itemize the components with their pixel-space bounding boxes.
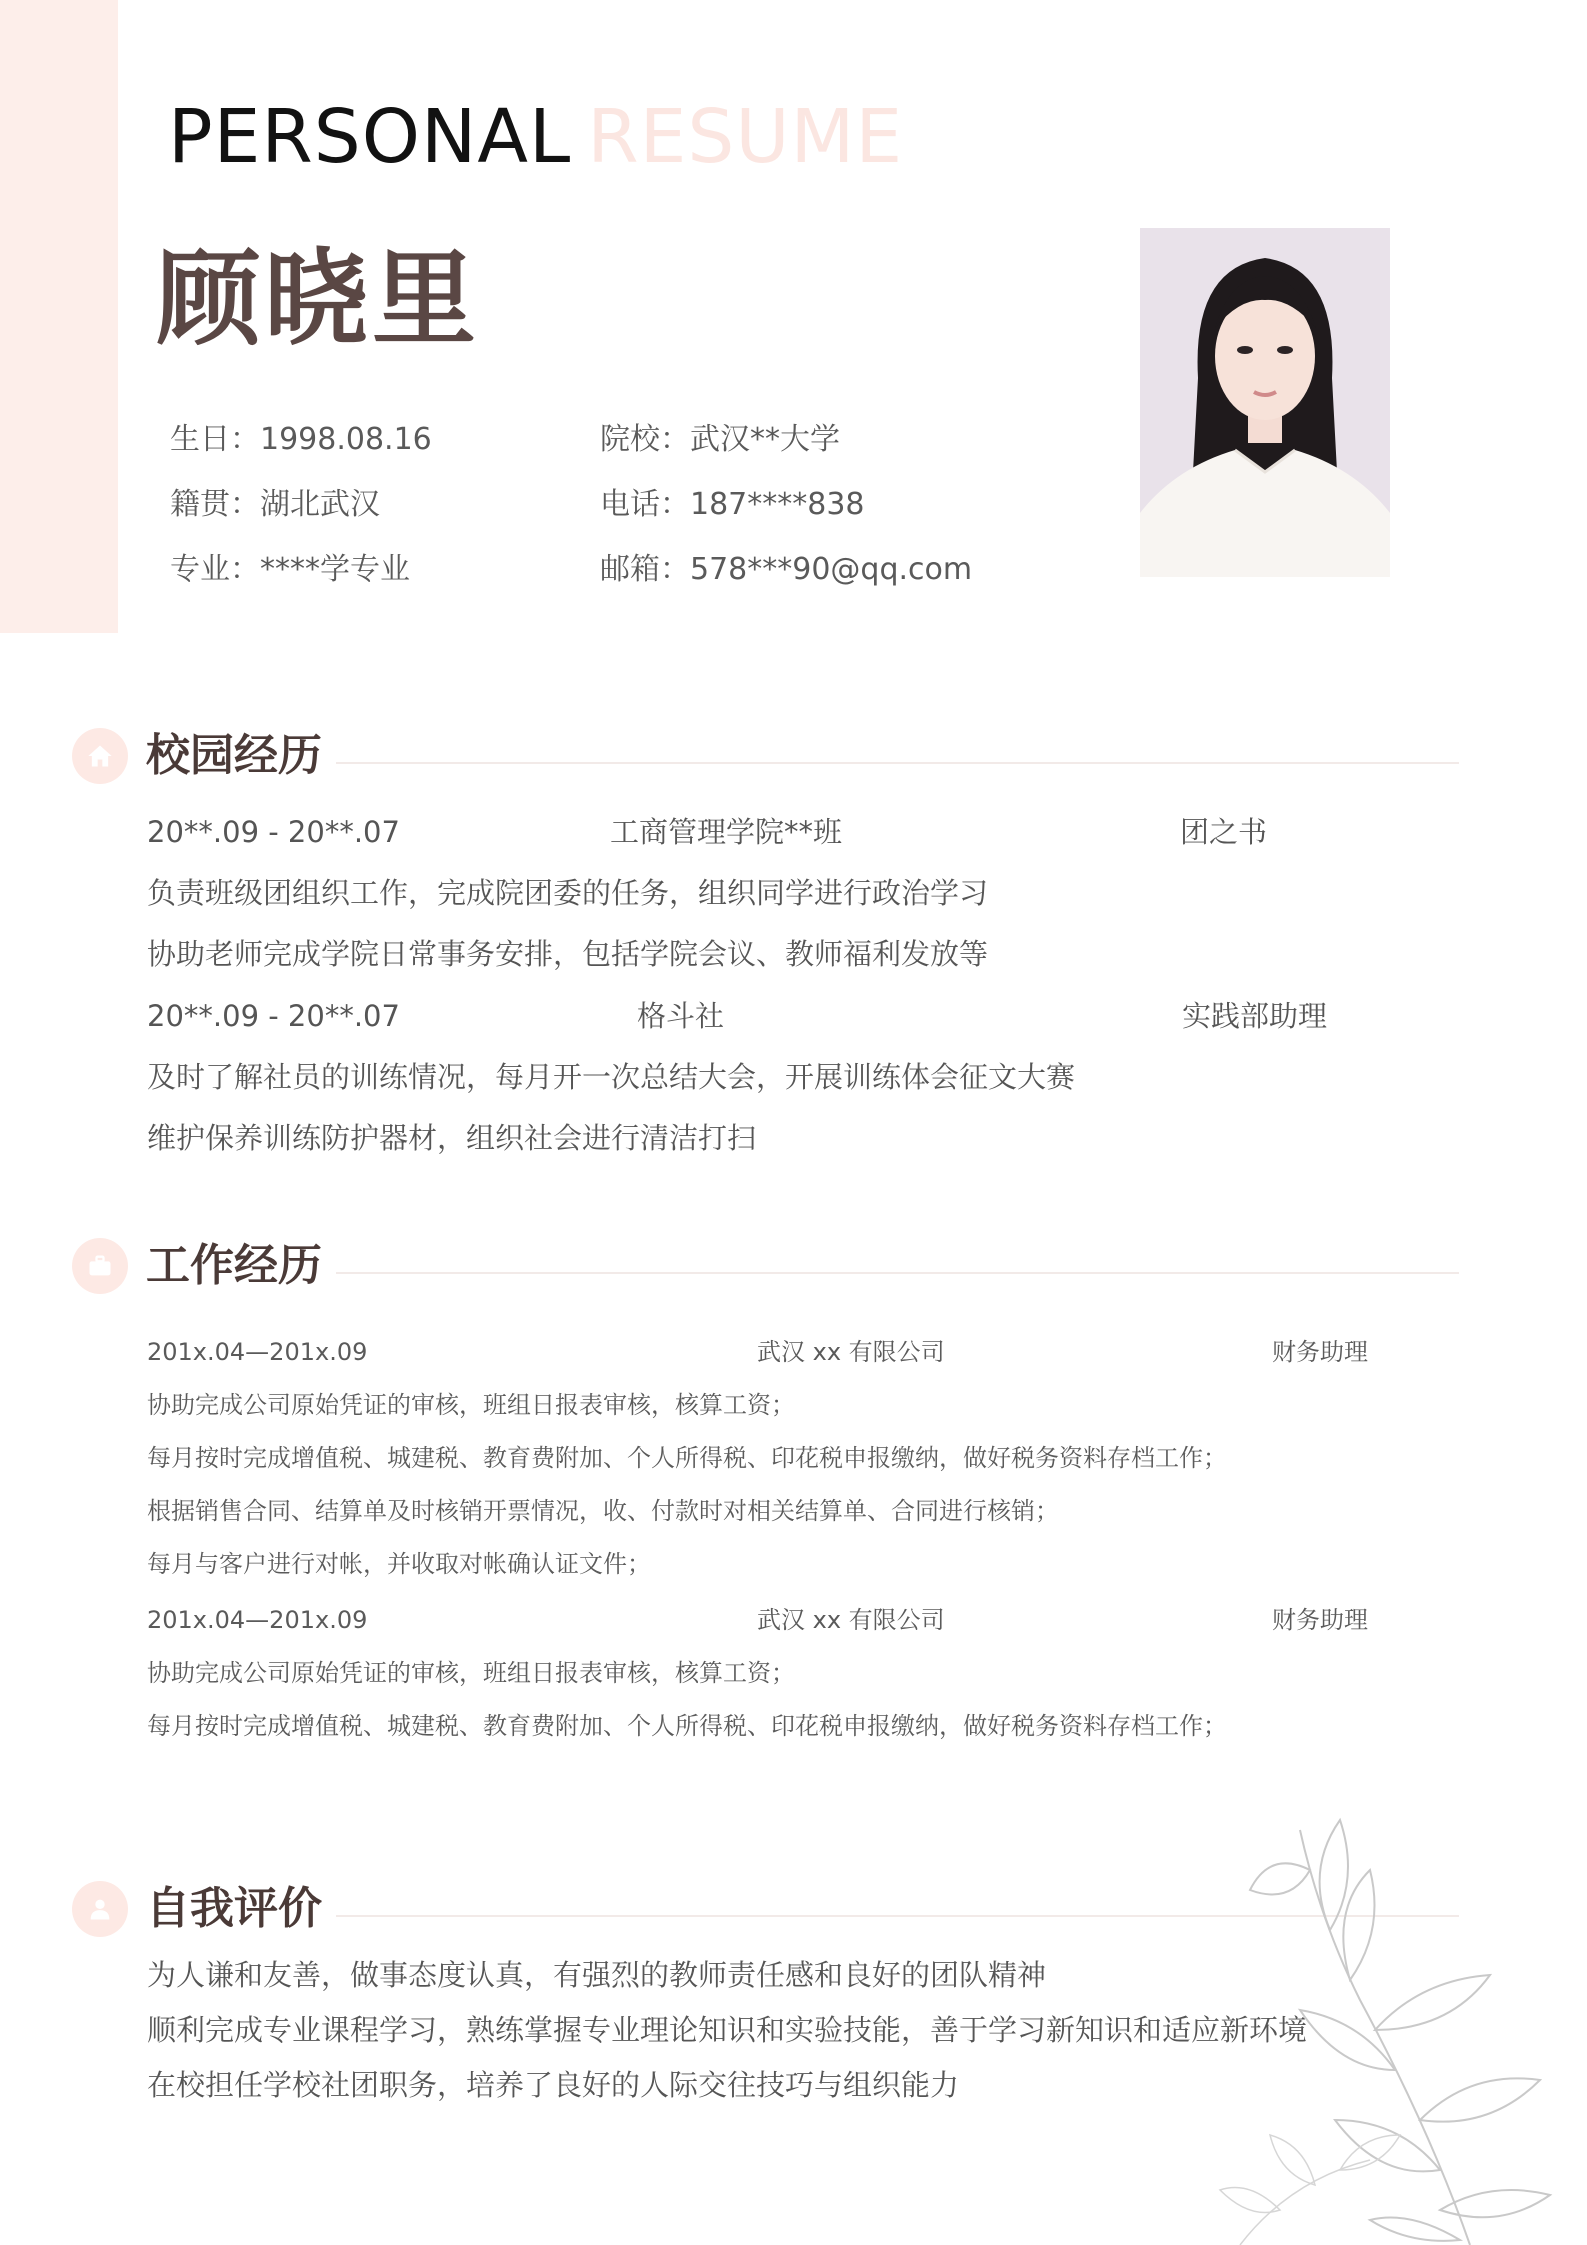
campus-entry-1-date: 20**.09 - 20**.07 — [147, 815, 400, 849]
campus-entry-1-org: 工商管理学院**班 — [610, 815, 843, 849]
campus-section-header — [64, 720, 1459, 790]
campus-entry-2-org: 格斗社 — [637, 999, 725, 1033]
title-personal: PERSONAL — [168, 94, 572, 180]
briefcase-icon — [72, 1238, 128, 1294]
campus-entry-1-line-1: 负责班级团组织工作，完成院团委的任务，组织同学进行政治学习 — [147, 876, 989, 910]
work-section-title: 工作经历 — [146, 1240, 322, 1291]
leaf-branch-decoration — [1210, 1800, 1587, 2245]
title-resume: RESUME — [587, 94, 904, 180]
home-icon — [72, 728, 128, 784]
info-hometown: 籍贯：湖北武汉 — [170, 487, 380, 522]
work-entry-1-line-2: 每月按时完成增值税、城建税、教育费附加、个人所得税、印花税申报缴纳，做好税务资料存档工作； — [147, 1444, 1227, 1472]
info-email: 邮箱：578***90@qq.com — [600, 552, 973, 587]
self-section-title: 自我评价 — [146, 1883, 322, 1934]
work-entry-2-line-1: 协助完成公司原始凭证的审核，班组日报表审核，核算工资； — [147, 1659, 795, 1687]
campus-entry-2-date: 20**.09 - 20**.07 — [147, 999, 400, 1033]
campus-entry-2-line-2: 维护保养训练防护器材，组织社会进行清洁打扫 — [147, 1121, 757, 1155]
self-line-3: 在校担任学校社团职务，培养了良好的人际交往技巧与组织能力 — [147, 2068, 960, 2102]
work-entry-1-company: 武汉 xx 有限公司 — [757, 1338, 945, 1366]
info-school: 院校：武汉**大学 — [600, 422, 840, 457]
section-divider — [336, 1272, 1459, 1274]
campus-entry-1-role: 团之书 — [1180, 815, 1268, 849]
self-line-1: 为人谦和友善，做事态度认真，有强烈的教师责任感和良好的团队精神 — [147, 1958, 1047, 1992]
work-entry-1-date: 201x.04—201x.09 — [147, 1338, 368, 1366]
campus-section-title: 校园经历 — [146, 730, 322, 781]
work-entry-1-line-4: 每月与客户进行对帐，并收取对帐确认证文件； — [147, 1550, 651, 1578]
campus-entry-1-line-2: 协助老师完成学院日常事务安排，包括学院会议、教师福利发放等 — [147, 937, 989, 971]
work-entry-2-line-2: 每月按时完成增值税、城建税、教育费附加、个人所得税、印花税申报缴纳，做好税务资料存档工作； — [147, 1712, 1227, 1740]
work-entry-1-role: 财务助理 — [1272, 1338, 1368, 1366]
work-entry-2-company: 武汉 xx 有限公司 — [757, 1606, 945, 1634]
work-section-header — [64, 1230, 1459, 1300]
work-entry-2-role: 财务助理 — [1272, 1606, 1368, 1634]
portrait-photo — [1140, 228, 1390, 577]
info-birth: 生日：1998.08.16 — [170, 422, 432, 457]
work-entry-1-line-1: 协助完成公司原始凭证的审核，班组日报表审核，核算工资； — [147, 1391, 795, 1419]
campus-entry-2-role: 实践部助理 — [1182, 999, 1328, 1033]
info-major: 专业：****学专业 — [170, 552, 410, 587]
self-line-2: 顺利完成专业课程学习，熟练掌握专业理论知识和实验技能，善于学习新知识和适应新环境 — [147, 2013, 1308, 2047]
person-name: 顾晓里 — [156, 238, 481, 360]
work-entry-1-line-3: 根据销售合同、结算单及时核销开票情况，收、付款时对相关结算单、合同进行核销； — [147, 1497, 1059, 1525]
person-icon — [72, 1881, 128, 1937]
campus-entry-2-line-1: 及时了解社员的训练情况，每月开一次总结大会，开展训练体会征文大赛 — [147, 1060, 1076, 1094]
left-accent-bar — [0, 0, 118, 633]
section-divider — [336, 762, 1459, 764]
info-phone: 电话：187****838 — [600, 487, 865, 522]
work-entry-2-date: 201x.04—201x.09 — [147, 1606, 368, 1634]
resume-title — [168, 94, 904, 180]
